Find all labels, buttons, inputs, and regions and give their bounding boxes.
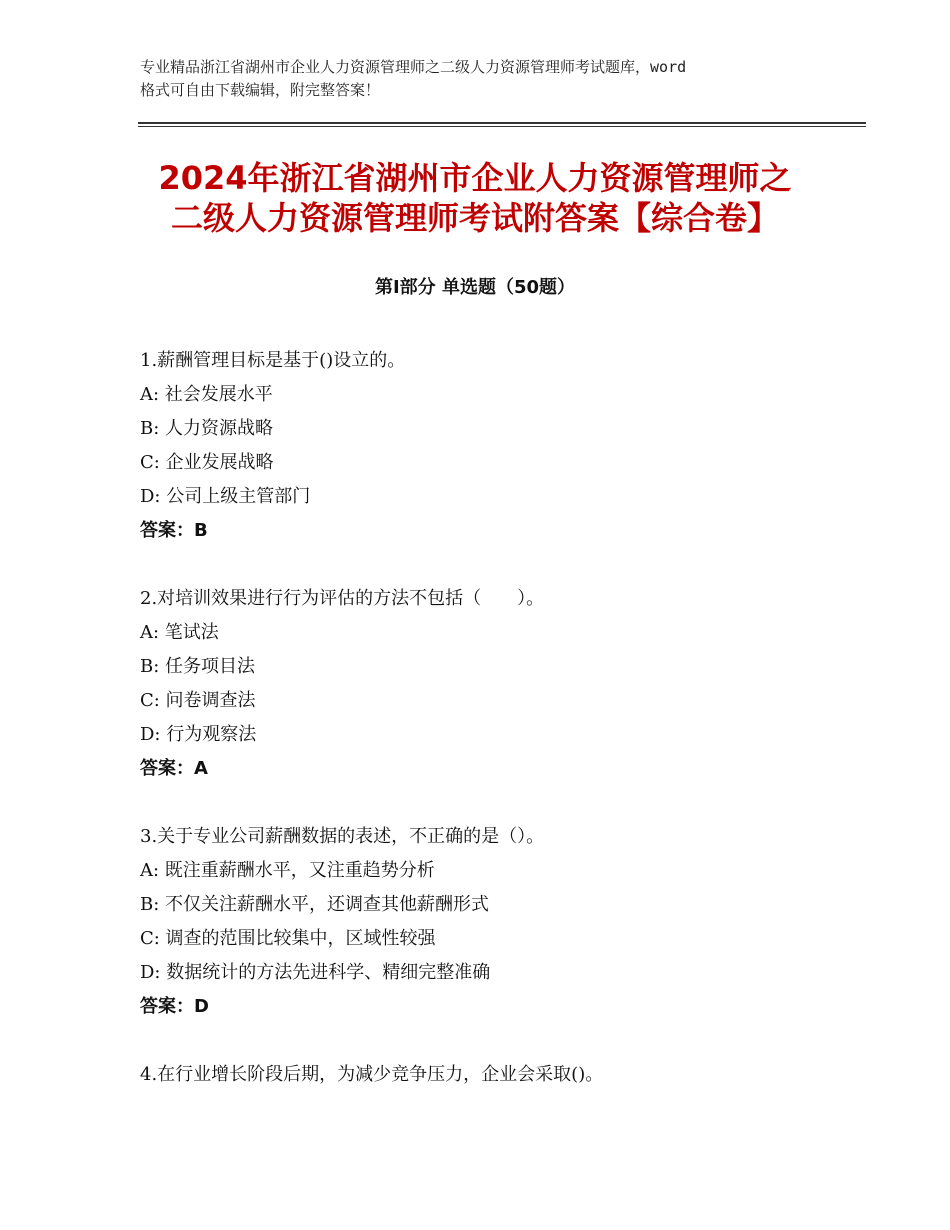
header-divider-thick — [138, 122, 866, 124]
header-note-line-1: 专业精品浙江省湖州市企业人力资源管理师之二级人力资源管理师考试题库，word — [140, 58, 687, 76]
answer: 答案：A — [140, 758, 208, 779]
question-3 — [140, 820, 860, 1024]
option-a: A: 社会发展水平 — [140, 384, 273, 405]
option-c: C: 企业发展战略 — [140, 452, 274, 473]
option-d: D: 公司上级主管部门 — [140, 486, 311, 507]
option-a: A: 笔试法 — [140, 622, 219, 643]
option-d: D: 数据统计的方法先进科学、精细完整准确 — [140, 962, 491, 983]
header-note — [140, 56, 830, 102]
option-b: B: 任务项目法 — [140, 656, 256, 677]
header-note-line-2: 格式可自由下载编辑，附完整答案！ — [140, 81, 381, 99]
option-c: C: 问卷调查法 — [140, 690, 256, 711]
question-stem: 3.关于专业公司薪酬数据的表述，不正确的是（）。 — [140, 826, 545, 847]
question-4 — [140, 1058, 860, 1092]
option-b: B: 人力资源战略 — [140, 418, 274, 439]
document-title — [120, 158, 830, 238]
question-2 — [140, 582, 860, 786]
option-c: C: 调查的范围比较集中，区域性较强 — [140, 928, 436, 949]
question-1 — [140, 344, 860, 548]
option-a: A: 既注重薪酬水平，又注重趋势分析 — [140, 860, 435, 881]
title-line-2: 二级人力资源管理师考试附答案【综合卷】 — [170, 199, 779, 237]
option-b: B: 不仅关注薪酬水平，还调查其他薪酬形式 — [140, 894, 490, 915]
header-divider-thin — [138, 126, 866, 127]
option-d: D: 行为观察法 — [140, 724, 257, 745]
question-list — [140, 344, 860, 1126]
question-stem: 2.对培训效果进行行为评估的方法不包括（ ）。 — [140, 588, 545, 609]
title-line-1: 2024年浙江省湖州市企业人力资源管理师之 — [158, 159, 792, 197]
question-stem: 4.在行业增长阶段后期，为减少竞争压力，企业会采取()。 — [140, 1064, 604, 1085]
question-stem: 1.薪酬管理目标是基于()设立的。 — [140, 350, 406, 371]
section-title: 第Ⅰ部分 单选题（50题） — [374, 277, 575, 298]
answer: 答案：B — [140, 520, 208, 541]
answer: 答案：D — [140, 996, 209, 1017]
